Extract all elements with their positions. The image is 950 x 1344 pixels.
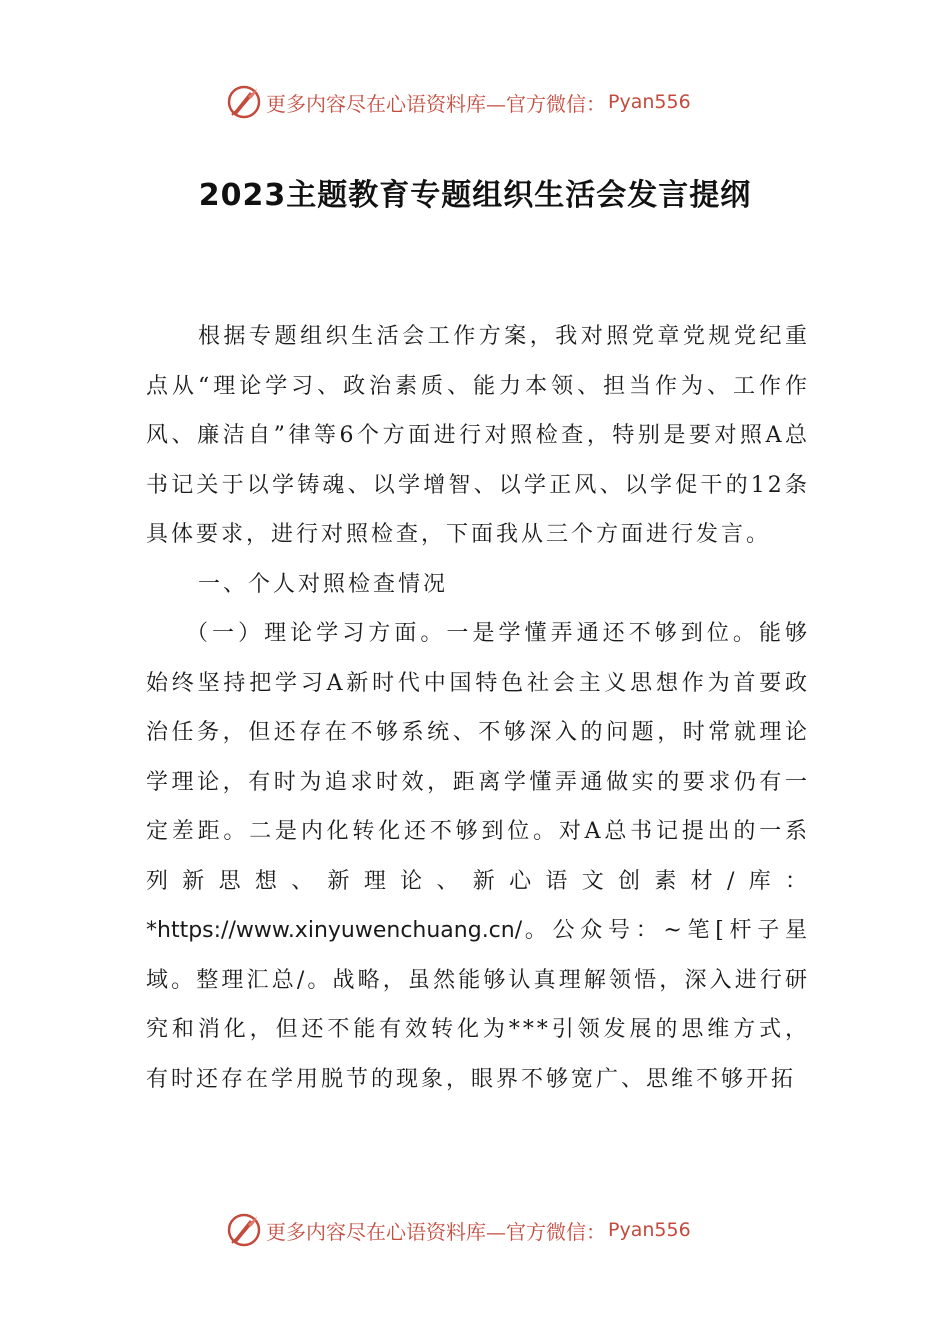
- banner-text: 更多内容尽在心语资料库—官方微信：: [266, 91, 606, 116]
- section-heading-1: 一、个人对照检查情况: [198, 571, 449, 597]
- paragraph-text: 。公众号：~笔[杆子星域。整理汇总/。战略，虽然能够认真理解领悟，深入进行研究和消化，但还不能有效转化为***引领发展的思维方式，有时还存在学用脱节的现象，眼界不够宽广、思维不够开拓: [146, 918, 810, 1092]
- document-title: 2023主题教育专题组织生活会发言提纲: [198, 178, 752, 213]
- quill-pen-logo-icon: [226, 84, 262, 120]
- document-body: [146, 312, 810, 1104]
- footer-watermark-banner: [226, 1210, 691, 1250]
- banner-wechat-id: Pyan556: [608, 91, 691, 113]
- banner-wechat-id: Pyan556: [608, 1219, 691, 1241]
- header-watermark-banner: [226, 82, 691, 122]
- paragraph-text: （一）理论学习方面。一是学懂弄通还不够到位。能够始终坚持把学习A新时代中国特色社会主义思想作为首要政治任务，但还存在不够系统、不够深入的问题，时常就理论学理论，有时为追求时效，距离学懂弄通做实的要求仍有一定差距。二是内化转化还不够到位。对A总书记提出的一系列新思想、新理论、新心语文创素材/库：: [146, 621, 810, 894]
- paragraph-intro: 根据专题组织生活会工作方案，我对照党章党规党纪重点从“理论学习、政治素质、能力本领、担当作为、工作作风、廉洁自”律等6个方面进行对照检查，特别是要对照A总书记关于以学铸魂、以学增智、以学正风、以学促干的12条具体要求，进行对照检查，下面我从三个方面进行发言。: [146, 324, 810, 547]
- banner-text: 更多内容尽在心语资料库—官方微信：: [266, 1219, 606, 1244]
- paragraph-theory-study: [146, 609, 810, 1104]
- source-url: *https://www.xinyuwenchuang.cn/: [146, 918, 523, 943]
- quill-pen-logo-icon: [226, 1212, 262, 1248]
